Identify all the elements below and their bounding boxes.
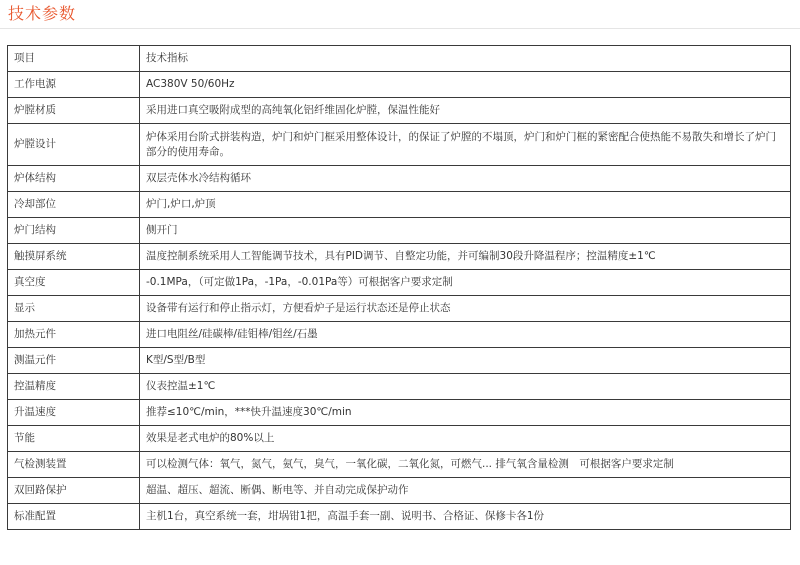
table-row — [8, 374, 791, 400]
row-value: 炉体采用台阶式拼装构造，炉门和炉门框采用整体设计，的保证了炉膛的不塌顶，炉门和炉门框的紧密配合使热能不易散失和增长了炉门部分的使用寿命。 — [140, 124, 791, 166]
row-label: 炉膛材质 — [8, 98, 140, 124]
row-value: 推荐≤10℃/min，***快升温速度30℃/min — [140, 400, 791, 426]
table-row — [8, 192, 791, 218]
table-row — [8, 124, 791, 166]
row-label: 炉门结构 — [8, 218, 140, 244]
row-label: 标准配置 — [8, 504, 140, 530]
row-label: 显示 — [8, 296, 140, 322]
table-row — [8, 244, 791, 270]
row-value: 炉门,炉口,炉顶 — [140, 192, 791, 218]
table-row — [8, 98, 791, 124]
row-value: 超温、超压、超流、断偶、断电等、并自动完成保护动作 — [140, 478, 791, 504]
row-label: 升温速度 — [8, 400, 140, 426]
table-row — [8, 166, 791, 192]
row-value: 采用进口真空吸附成型的高纯氧化铝纤维固化炉膛，保温性能好 — [140, 98, 791, 124]
table-row — [8, 218, 791, 244]
row-label: 控温精度 — [8, 374, 140, 400]
row-value: 进口电阻丝/硅碳棒/硅钼棒/钼丝/石墨 — [140, 322, 791, 348]
row-value: 效果是老式电炉的80%以上 — [140, 426, 791, 452]
row-label: 冷却部位 — [8, 192, 140, 218]
row-label: 气检测装置 — [8, 452, 140, 478]
table-row — [8, 322, 791, 348]
spec-table — [7, 45, 791, 530]
row-label: 工作电源 — [8, 72, 140, 98]
table-row — [8, 348, 791, 374]
table-row — [8, 400, 791, 426]
table-row — [8, 72, 791, 98]
row-value: 仪表控温±1℃ — [140, 374, 791, 400]
row-label: 双回路保护 — [8, 478, 140, 504]
row-label: 加热元件 — [8, 322, 140, 348]
row-label: 项目 — [8, 46, 140, 72]
row-value: K型/S型/B型 — [140, 348, 791, 374]
table-row — [8, 270, 791, 296]
row-value: 技术指标 — [140, 46, 791, 72]
row-value: 双层壳体水冷结构循环 — [140, 166, 791, 192]
row-label: 炉体结构 — [8, 166, 140, 192]
table-row — [8, 426, 791, 452]
row-value: AC380V 50/60Hz — [140, 72, 791, 98]
title-divider — [0, 28, 800, 29]
section-title: 技术参数 — [8, 4, 77, 23]
table-row — [8, 478, 791, 504]
row-value: 设备带有运行和停止指示灯，方便看炉子是运行状态还是停止状态 — [140, 296, 791, 322]
table-row — [8, 452, 791, 478]
table-row — [8, 504, 791, 530]
row-value: 侧开门 — [140, 218, 791, 244]
row-value: 可以检测气体：氧气，氮气，氨气，臭气，一氧化碳，二氧化氮，可燃气... 排气氧含量检测 可根据客户要求定制 — [140, 452, 791, 478]
table-row — [8, 296, 791, 322]
row-value: -0.1MPa，（可定做1Pa，-1Pa，-0.01Pa等）可根据客户要求定制 — [140, 270, 791, 296]
row-label: 触摸屏系统 — [8, 244, 140, 270]
row-label: 节能 — [8, 426, 140, 452]
row-value: 温度控制系统采用人工智能调节技术，具有PID调节、自整定功能，并可编制30段升降温程序；控温精度±1℃ — [140, 244, 791, 270]
table-row — [8, 46, 791, 72]
row-value: 主机1台，真空系统一套，坩埚钳1把，高温手套一副、说明书、合格证、保修卡各1份 — [140, 504, 791, 530]
row-label: 测温元件 — [8, 348, 140, 374]
row-label: 真空度 — [8, 270, 140, 296]
row-label: 炉膛设计 — [8, 124, 140, 166]
